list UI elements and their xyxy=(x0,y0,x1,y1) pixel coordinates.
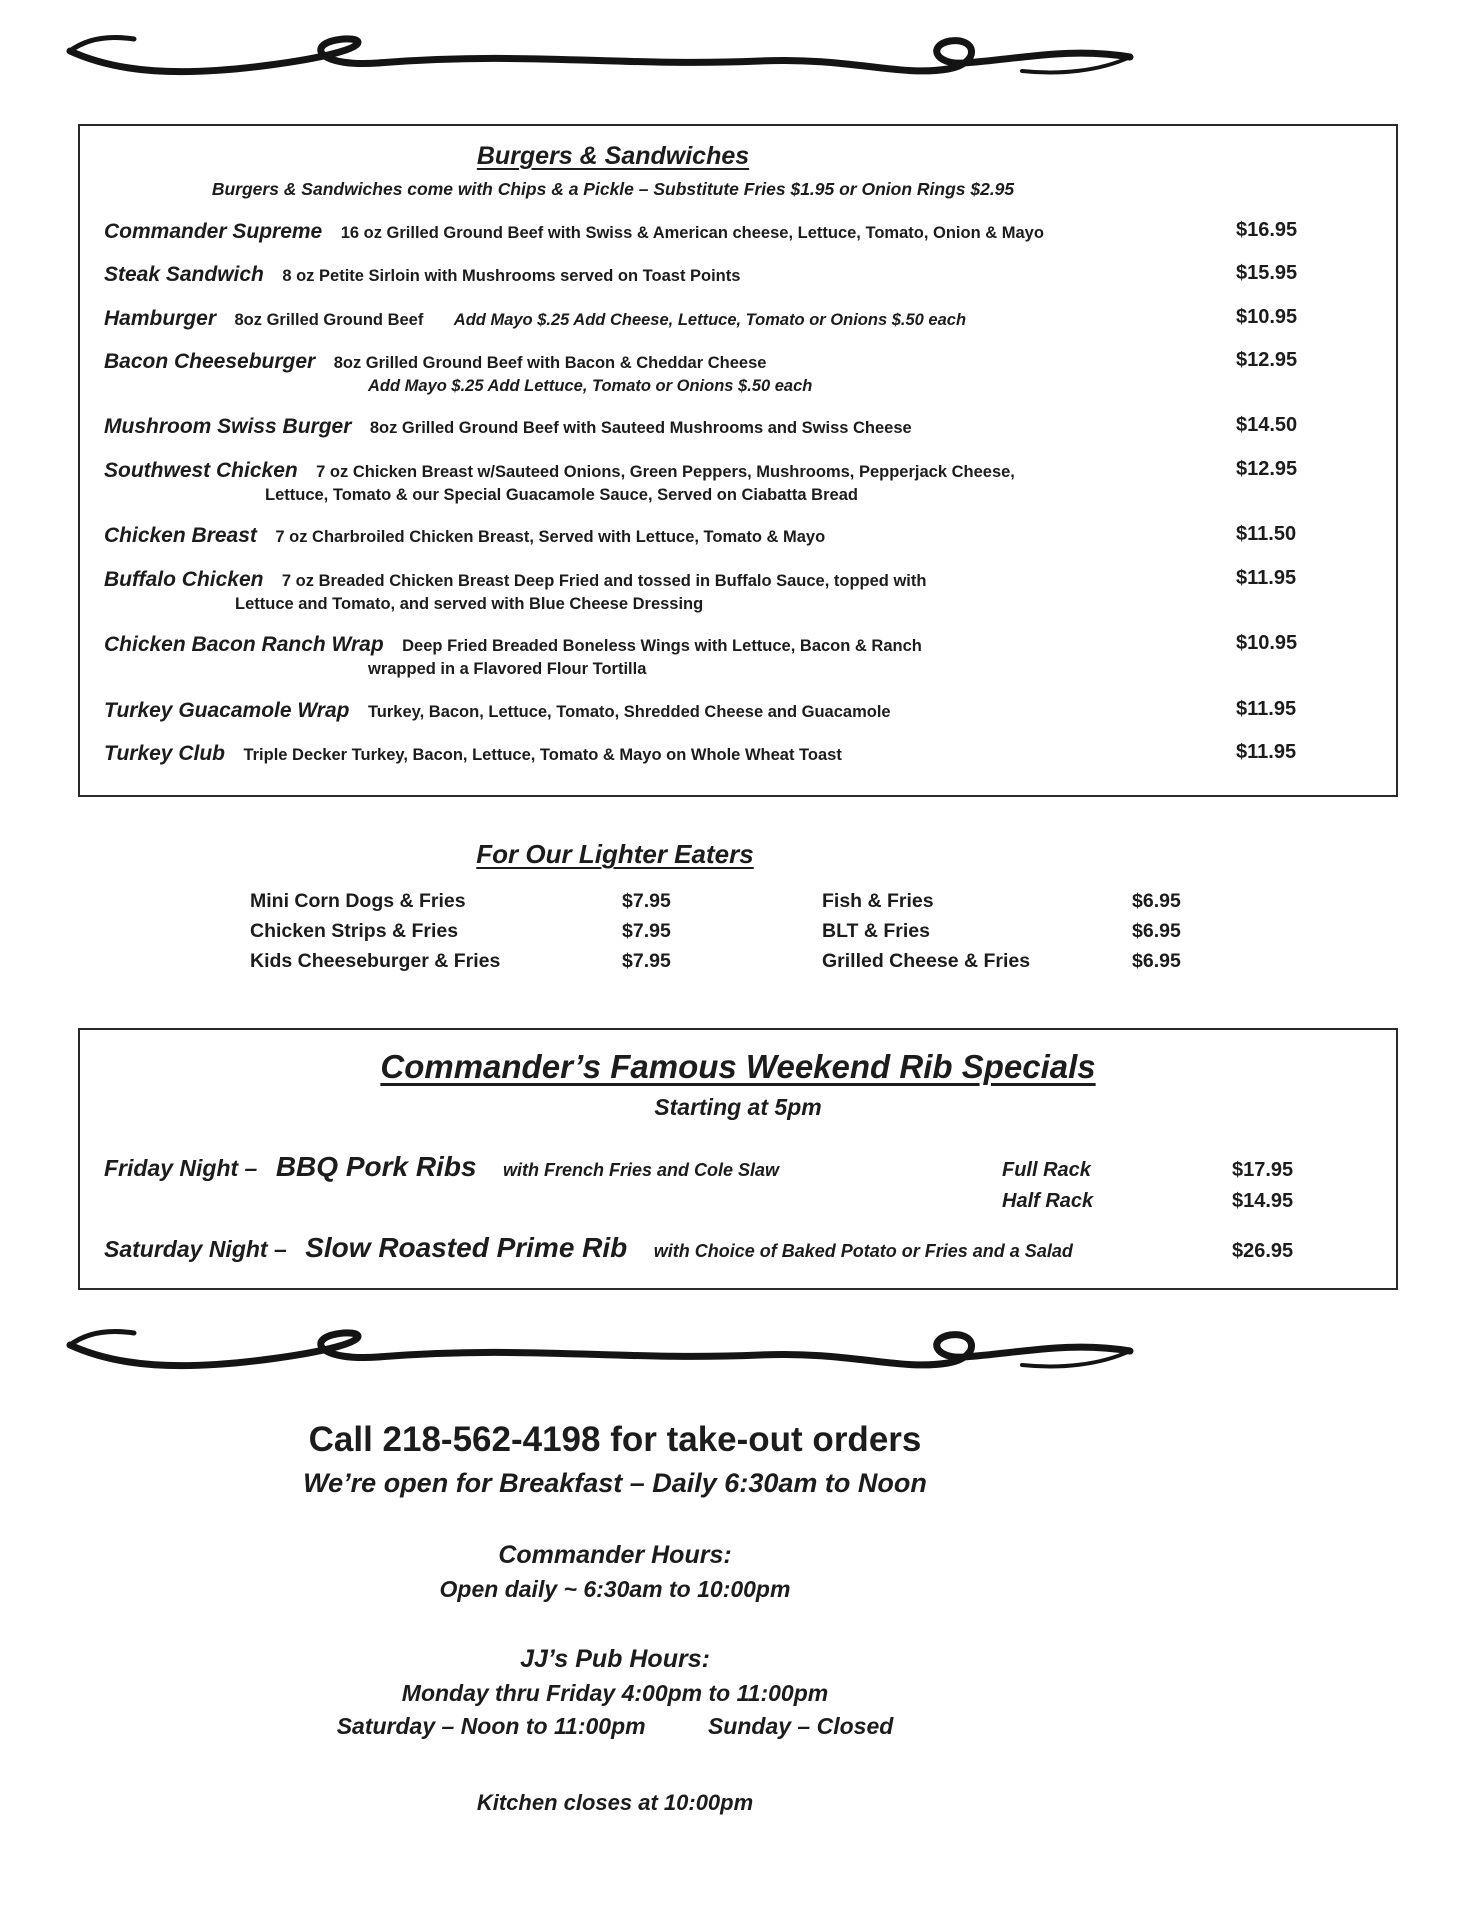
item-text xyxy=(104,305,1236,332)
menu-item-chicken-bacon-ranch-wrap xyxy=(104,631,1372,681)
item-desc: Triple Decker Turkey, Bacon, Lettuce, Tomato & Mayo on Whole Wheat Toast xyxy=(243,746,842,765)
item-price: $12.95 xyxy=(1236,457,1298,480)
item-desc-line2: wrapped in a Flavored Flour Tortilla xyxy=(368,660,647,679)
menu-item-mushroom-swiss-burger xyxy=(104,413,1372,440)
menu-item-turkey-guacamole-wrap xyxy=(104,697,1372,724)
lighter-item-name: Grilled Cheese & Fries xyxy=(822,950,1031,973)
pub-hours-sunday: Sunday – Closed xyxy=(707,1713,894,1740)
item-text xyxy=(104,413,1236,440)
item-price: $10.95 xyxy=(1236,632,1298,655)
menu-item-steak-sandwich xyxy=(104,261,1372,288)
item-name: Steak Sandwich xyxy=(104,263,264,287)
lighter-item-name: Kids Cheeseburger & Fries xyxy=(250,950,501,973)
item-text xyxy=(104,261,1236,288)
saturday-special-text xyxy=(104,1230,1232,1266)
item-name: Bacon Cheeseburger xyxy=(104,349,316,373)
kitchen-close-line: Kitchen closes at 10:00pm xyxy=(476,1790,754,1816)
item-text xyxy=(104,457,1236,507)
lighter-item-name: Chicken Strips & Fries xyxy=(250,920,459,943)
saturday-special xyxy=(104,1230,1372,1266)
pub-hours-weekday: Monday thru Friday 4:00pm to 11:00pm xyxy=(401,1680,829,1707)
item-desc: 7 oz Breaded Chicken Breast Deep Fried and tossed in Buffalo Sauce, topped with xyxy=(281,571,927,590)
pub-hours-weekend xyxy=(0,1713,1230,1740)
breakfast-hours-line: We’re open for Breakfast – Daily 6:30am to Noon xyxy=(303,1468,927,1499)
takeout-phone-line: Call 218-562-4198 for take-out orders xyxy=(308,1420,922,1460)
special-note: with French Fries and Cole Slaw xyxy=(502,1160,780,1181)
special-note: with Choice of Baked Potato or Fries and a Salad xyxy=(653,1240,1073,1261)
lighter-item-price: $7.95 xyxy=(622,950,671,973)
item-desc: 16 oz Grilled Ground Beef with Swiss & American cheese, Lettuce, Tomato, Onion & Mayo xyxy=(340,224,1044,242)
lighter-eaters-section xyxy=(0,839,1484,976)
rack-option-label: Half Rack xyxy=(1002,1189,1094,1212)
menu-item-southwest-chicken xyxy=(104,457,1372,507)
commander-hours-title: Commander Hours: xyxy=(498,1541,732,1570)
lighter-item-name: Mini Corn Dogs & Fries xyxy=(250,890,466,913)
menu-item-chicken-breast xyxy=(104,522,1372,549)
item-name: Southwest Chicken xyxy=(104,458,298,482)
item-price: $12.95 xyxy=(1236,348,1298,371)
item-text xyxy=(104,348,1236,398)
item-price: $11.95 xyxy=(1236,697,1297,720)
item-price: $11.95 xyxy=(1236,566,1297,589)
rack-option-price: $17.95 xyxy=(1232,1159,1294,1182)
item-price: $14.50 xyxy=(1236,414,1298,437)
decorative-flourish-bottom xyxy=(60,1320,1140,1378)
item-desc: 7 oz Chicken Breast w/Sauteed Onions, Green Peppers, Mushrooms, Pepperjack Cheese, xyxy=(316,462,1015,481)
item-desc: Turkey, Bacon, Lettuce, Tomato, Shredded Cheese and Guacamole xyxy=(367,702,891,721)
menu-item-buffalo-chicken xyxy=(104,566,1372,616)
burgers-subtitle: Burgers & Sandwiches come with Chips & a Pickle – Substitute Fries $1.95 or Onion Rings $2.95 xyxy=(211,179,1015,199)
item-name: Turkey Club xyxy=(104,742,225,766)
item-desc: 8oz Grilled Ground Beef xyxy=(234,310,424,329)
item-price: $10.95 xyxy=(1236,305,1298,328)
lighter-item-price: $6.95 xyxy=(1132,890,1181,913)
footer-info xyxy=(0,1420,1230,1816)
burgers-sandwiches-section xyxy=(78,124,1398,797)
decorative-flourish-top xyxy=(60,26,1140,84)
burgers-title: Burgers & Sandwiches xyxy=(476,142,750,170)
item-desc: 8oz Grilled Ground Beef with Sauteed Mushrooms and Swiss Cheese xyxy=(369,419,912,438)
special-dish: Slow Roasted Prime Rib xyxy=(305,1231,628,1263)
lighter-item-price: $7.95 xyxy=(622,920,671,943)
lighter-eaters-title: For Our Lighter Eaters xyxy=(476,839,754,870)
item-desc: 8 oz Petite Sirloin with Mushrooms served on Toast Points xyxy=(282,267,741,286)
menu-item-bacon-cheeseburger xyxy=(104,348,1372,398)
special-dish: BBQ Pork Ribs xyxy=(275,1151,477,1183)
commander-hours-line: Open daily ~ 6:30am to 10:00pm xyxy=(439,1576,791,1603)
rib-specials-title: Commander’s Famous Weekend Rib Specials xyxy=(380,1048,1096,1086)
special-day: Saturday Night – xyxy=(104,1235,287,1262)
item-name: Turkey Guacamole Wrap xyxy=(104,698,350,722)
item-text xyxy=(104,218,1236,245)
item-desc-line2: Lettuce, Tomato & our Special Guacamole Sauce, Served on Ciabatta Bread xyxy=(265,486,858,505)
item-addon-note: Add Mayo $.25 Add Cheese, Lettuce, Tomato or Onions $.50 each xyxy=(453,310,967,329)
burgers-header xyxy=(104,142,1122,200)
item-text xyxy=(104,740,1236,767)
pub-hours-title: JJ’s Pub Hours: xyxy=(520,1645,710,1674)
item-text xyxy=(104,522,1236,549)
item-desc: 7 oz Charbroiled Chicken Breast, Served with Lettuce, Tomato & Mayo xyxy=(275,528,826,547)
friday-special xyxy=(104,1149,1372,1215)
item-name: Chicken Breast xyxy=(104,524,257,548)
menu-item-turkey-club xyxy=(104,740,1372,767)
menu-item-commander-supreme xyxy=(104,218,1372,245)
item-text xyxy=(104,697,1236,724)
item-price: $16.95 xyxy=(1236,219,1298,241)
item-price: $11.50 xyxy=(1236,523,1297,546)
friday-special-text xyxy=(104,1149,1002,1185)
item-desc: 8oz Grilled Ground Beef with Bacon & Cheddar Cheese xyxy=(333,353,767,372)
lighter-item-price: $7.95 xyxy=(622,890,671,913)
lighter-eaters-list xyxy=(250,886,1484,976)
rib-specials-subtitle: Starting at 5pm xyxy=(654,1094,822,1121)
item-desc: Deep Fried Breaded Boneless Wings with Lettuce, Bacon & Ranch xyxy=(402,637,922,656)
item-price: $15.95 xyxy=(1236,262,1298,285)
lighter-item-name: BLT & Fries xyxy=(822,920,930,943)
item-text xyxy=(104,631,1236,681)
special-day: Friday Night – xyxy=(104,1155,258,1182)
lighter-item-price: $6.95 xyxy=(1132,950,1181,973)
item-name: Mushroom Swiss Burger xyxy=(104,415,352,439)
rib-specials-section xyxy=(78,1028,1398,1290)
special-price: $26.95 xyxy=(1232,1239,1294,1262)
rack-option-label: Full Rack xyxy=(1002,1159,1091,1182)
lighter-item-price: $6.95 xyxy=(1132,920,1181,943)
item-name: Buffalo Chicken xyxy=(104,567,264,591)
item-name: Hamburger xyxy=(104,306,217,330)
lighter-item-name: Fish & Fries xyxy=(822,890,934,913)
item-text xyxy=(104,566,1236,616)
item-name: Chicken Bacon Ranch Wrap xyxy=(104,633,384,657)
item-desc-line2: Lettuce and Tomato, and served with Blue Cheese Dressing xyxy=(235,594,704,613)
pub-hours-saturday: Saturday – Noon to 11:00pm xyxy=(336,1713,646,1740)
menu-item-hamburger xyxy=(104,305,1372,332)
item-price: $11.95 xyxy=(1236,741,1297,764)
item-name: Commander Supreme xyxy=(104,220,323,243)
rack-option-price: $14.95 xyxy=(1232,1189,1294,1212)
item-desc-line2: Add Mayo $.25 Add Lettuce, Tomato or Onions $.50 each xyxy=(368,377,813,396)
